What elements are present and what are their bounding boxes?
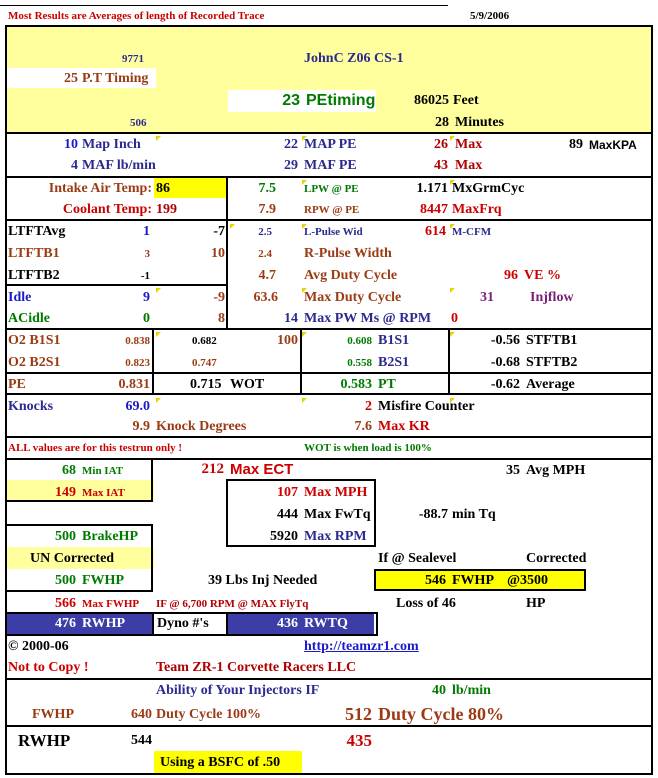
maf-label: MAF lb/min (82, 158, 156, 173)
rwtq-label: RWTQ (304, 616, 348, 631)
fwhp-value: 500 (55, 573, 76, 588)
coolant-value: 199 (156, 202, 177, 217)
max-fwhp-value: 566 (55, 596, 76, 611)
mcfm-value: 614 (425, 224, 446, 239)
iat-value: 86 (156, 181, 170, 196)
pt-timing-value: 25 (64, 71, 78, 86)
id-number: 9771 (122, 53, 144, 65)
copyright: © 2000-06 (8, 639, 69, 654)
iat-label: Intake Air Temp: (48, 181, 152, 196)
avg-mph-label: Avg MPH (526, 463, 586, 478)
testrun-note: ALL values are for this testrun only ! (8, 442, 183, 454)
max-fwtq-label: Max FwTq (304, 507, 371, 522)
rwtq-value: 436 (277, 616, 298, 631)
r-b1s1-label: B1S1 (378, 333, 410, 348)
maf-pe-label: MAF PE (304, 158, 357, 173)
avg-duty-value: 4.7 (258, 268, 276, 283)
pt-label: PT (378, 377, 396, 392)
max-ect-label: Max ECT (230, 461, 294, 478)
team-name: Team ZR-1 Corvette Racers LLC (156, 660, 357, 675)
maxkpa-label: MaxKPA (589, 138, 637, 152)
max-mph-value: 107 (277, 485, 298, 500)
max-duty-value: 63.6 (253, 290, 278, 305)
site-link[interactable]: http://teamzr1.com (304, 639, 419, 654)
ltftavg-value2: -7 (213, 224, 225, 239)
average-value: -0.62 (490, 377, 520, 392)
lpulse-label: L-Pulse Wid (304, 226, 363, 238)
footer-fwhp-label: FWHP (32, 707, 74, 722)
header-note: Most Results are Averages of length of Recorded Trace (8, 10, 265, 22)
rwhp-bar (6, 613, 152, 635)
sealevel-fwhp-label: FWHP (452, 573, 494, 588)
minutes-label: Minutes (455, 115, 504, 130)
ltftavg-label: LTFTAvg (8, 224, 66, 239)
knock-degrees-value: 9.9 (132, 419, 150, 434)
r-b1s1-value: 0.608 (347, 335, 372, 347)
value-506: 506 (130, 117, 147, 129)
avg-mph-value: 35 (506, 463, 520, 478)
inj-needed: 39 Lbs Inj Needed (208, 573, 318, 588)
r-b2s1-label: B2S1 (378, 355, 410, 370)
stftb2-label: STFTB2 (526, 355, 578, 370)
lpw-value: 7.5 (258, 181, 276, 196)
o2-b1s1-label: O2 B1S1 (8, 333, 61, 348)
pt-value: 0.583 (340, 377, 372, 392)
max-fwhp-label: Max FWHP (82, 598, 140, 610)
idle-value1: 9 (143, 290, 150, 305)
duty100-value: 640 (131, 707, 152, 722)
mxgrmcyc-label: MxGrmCyc (452, 181, 525, 196)
o2-b1s1-b: 0.682 (192, 335, 217, 347)
map-pe-value: 22 (284, 137, 298, 152)
wot-note: WOT is when load is 100% (304, 442, 432, 454)
rpulse-label: R-Pulse Width (304, 246, 392, 261)
rwhp-value: 476 (55, 616, 76, 631)
report-date: 5/9/2006 (470, 10, 510, 22)
acidle-value2: 8 (218, 311, 225, 326)
lpw-label: LPW @ PE (304, 183, 359, 195)
brakehp-value: 500 (55, 529, 76, 544)
footer-rwhp-label: RWHP (18, 731, 71, 750)
maxfrq-value: 8447 (420, 202, 448, 217)
uncorrected-label: UN Corrected (30, 551, 115, 566)
max-kr-label: Max KR (378, 419, 430, 434)
petiming-label: PEtiming (306, 92, 376, 109)
min-iat-value: 68 (62, 463, 76, 478)
rwhp80-value: 435 (346, 731, 372, 750)
rwhp100-value: 544 (131, 733, 152, 748)
acidle-label: ACidle (8, 311, 50, 326)
sealevel-fwhp-value: 546 (425, 573, 446, 588)
rpw-label: RPW @ PE (304, 204, 360, 216)
max-maf-value: 43 (434, 158, 448, 173)
min-iat-label: Min IAT (82, 465, 124, 477)
lb-min-value: 40 (432, 683, 446, 698)
pt-timing-label: P.T Timing (82, 71, 149, 86)
ve-value: 96 (504, 268, 518, 283)
max-map-value: 26 (434, 137, 448, 152)
idle-label: Idle (8, 290, 32, 305)
max-mph-label: Max MPH (304, 485, 368, 500)
o2-b1s1-a: 0.838 (125, 335, 150, 347)
ve-label: VE % (524, 268, 561, 283)
o2-b2s1-a: 0.823 (125, 357, 150, 369)
maxfrq-label: MaxFrq (452, 202, 502, 217)
rwtq-bar (228, 613, 374, 635)
min-tq-value: -88.7 (418, 507, 448, 522)
coolant-label: Coolant Temp: (62, 202, 152, 217)
injflow-value: 31 (480, 290, 494, 305)
idle-value2: -9 (213, 290, 225, 305)
duty100-label: Duty Cycle 100% (156, 707, 261, 722)
knocks-value: 69.0 (125, 399, 150, 414)
hp-label: HP (526, 596, 546, 611)
misfire-value: 2 (365, 399, 372, 414)
duty80-value: 512 (345, 704, 372, 724)
r-b2s1-value: 0.558 (347, 357, 372, 369)
average-label: Average (526, 377, 575, 392)
stftb1-value: -0.56 (490, 333, 520, 348)
rwhp-label: RWHP (82, 616, 126, 631)
avg-duty-label: Avg Duty Cycle (304, 268, 398, 283)
o2-b1s1-c: 100 (277, 333, 298, 348)
max-ect-value: 212 (201, 461, 224, 477)
maxkpa-value: 89 (569, 137, 583, 152)
max-rpm-label: Max RPM (304, 529, 367, 544)
max-rpm-value: 5920 (270, 529, 298, 544)
max-kr-value: 7.6 (354, 419, 372, 434)
stftb1-label: STFTB1 (526, 333, 578, 348)
o2-pe-label: PE (8, 377, 26, 392)
ltftb2-label: LTFTB2 (8, 268, 60, 283)
knock-degrees-label: Knock Degrees (156, 419, 247, 434)
ltftavg-value1: 1 (143, 224, 150, 239)
brakehp-label: BrakeHP (82, 529, 138, 544)
not-to-copy: Not to Copy ! (8, 660, 89, 675)
injector-ability: Ability of Your Injectors IF (156, 683, 320, 698)
rpw-value: 7.9 (258, 202, 276, 217)
o2-b2s1-label: O2 B2S1 (8, 355, 61, 370)
maf-value: 4 (71, 158, 78, 173)
map-inch-label: Map Inch (82, 137, 141, 152)
o2-wot-label: WOT (230, 377, 265, 392)
injflow-label: Injflow (530, 290, 574, 305)
o2-pe-value: 0.831 (118, 377, 150, 392)
rpulse-value: 2.4 (258, 248, 272, 260)
stftb2-value: -0.68 (490, 355, 520, 370)
lpulse-value: 2.5 (258, 226, 272, 238)
feet-value: 86025 (414, 93, 449, 108)
max-pw-rpm: 0 (451, 311, 458, 326)
map-inch-value: 10 (64, 137, 78, 152)
o2-wot-value: 0.715 (190, 377, 222, 392)
knocks-label: Knocks (8, 399, 54, 414)
max-pw-value: 14 (284, 311, 298, 326)
duty80-label: Duty Cycle 80% (378, 704, 504, 724)
feet-label: Feet (453, 93, 479, 108)
max-map-label: Max (455, 137, 483, 152)
ltftb1-value1: 3 (144, 248, 150, 260)
iat-box (5, 458, 153, 502)
max-iat-label: Max IAT (82, 487, 125, 499)
o2-b2s1-b: 0.747 (192, 357, 217, 369)
sealevel-label: If @ Sealevel (378, 551, 457, 566)
bsfc-label: Using a BSFC of .50 (160, 755, 281, 770)
sealevel-rpm: @3500 (507, 573, 549, 588)
misfire-label: Misfire Counter (378, 399, 475, 414)
max-pw-label: Max PW Ms @ RPM (304, 311, 432, 326)
acidle-value1: 0 (143, 311, 150, 326)
ltftb1-value2: 10 (211, 246, 225, 261)
rpm-note: IF @ 6,700 RPM @ MAX FlyTq (156, 598, 309, 610)
maf-pe-value: 29 (284, 158, 298, 173)
vehicle-name: JohnC Z06 CS-1 (304, 51, 404, 66)
ltftb2-value1: -1 (140, 270, 150, 282)
max-maf-label: Max (455, 158, 483, 173)
ltftb1-label: LTFTB1 (8, 246, 60, 261)
max-iat-value: 149 (55, 485, 76, 500)
mcfm-label: M-CFM (452, 226, 492, 238)
min-tq-label: min Tq (452, 507, 496, 522)
minutes-value: 28 (435, 115, 449, 130)
fwhp-label: FWHP (82, 573, 124, 588)
max-fwtq-value: 444 (277, 507, 298, 522)
corrected-label: Corrected (526, 551, 587, 566)
dyno-label: Dyno #'s (157, 616, 209, 631)
loss-label: Loss of 46 (396, 596, 456, 611)
lb-min-label: lb/min (452, 683, 491, 698)
mxgrmcyc-value: 1.171 (416, 181, 448, 196)
map-pe-label: MAP PE (304, 137, 357, 152)
max-duty-label: Max Duty Cycle (304, 290, 402, 305)
petiming-value: 23 (282, 92, 300, 109)
